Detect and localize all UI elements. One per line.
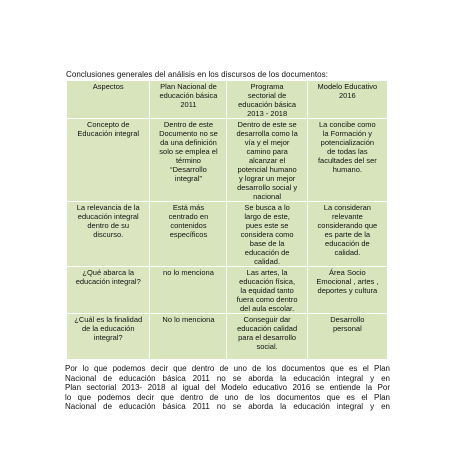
table-cell: ¿Qué abarca la educación integral? bbox=[67, 267, 150, 314]
conclusion-paragraph bbox=[65, 364, 390, 412]
table-cell: Área Socio Emocional , artes , deportes y cultura bbox=[307, 267, 387, 314]
table-caption: Conclusiones generales del análisis en los discursos de los documentos: bbox=[66, 70, 328, 79]
table-cell: La relevancia de la educación integral dentro de su discurso. bbox=[67, 202, 150, 267]
table-cell: Dentro de este se desarrolla como la vía y el mejor camino para alcanzar el potencial humano y lograr un mejor desarrollo social y nacional bbox=[227, 119, 307, 202]
table-row bbox=[67, 202, 388, 267]
table-cell: Está más centrado en contenidos específicos bbox=[150, 202, 227, 267]
table-cell: Dentro de este Documento no se da una definición solo se emplea el término “Desarrollo integral” bbox=[150, 119, 227, 202]
header-plan-nacional: Plan Nacional de educación básica 2011 bbox=[150, 81, 227, 119]
table-cell: Desarrollo personal bbox=[307, 314, 387, 360]
table-row bbox=[67, 314, 388, 360]
table-row bbox=[67, 267, 388, 314]
table-cell: ¿Cuál es la finalidad de la educación integral? bbox=[67, 314, 150, 360]
comparison-table bbox=[66, 80, 388, 360]
table-cell: no lo menciona bbox=[150, 267, 227, 314]
header-modelo-educativo: Modelo Educativo 2016 bbox=[307, 81, 387, 119]
table-cell: No lo menciona bbox=[150, 314, 227, 360]
table-cell: Se busca a lo largo de este, pues este se considera como base de la educación de calidad. bbox=[227, 202, 307, 267]
paragraph-line: Nacional de educación básica 2011 no se aborda la educación integral y en bbox=[65, 373, 390, 383]
table-cell: Concepto de Educación integral bbox=[67, 119, 150, 202]
table-cell: La concibe como la Formación y potencialización de todas las facultades del ser humano. bbox=[307, 119, 387, 202]
table-header-row bbox=[67, 81, 388, 119]
table-row bbox=[67, 119, 388, 202]
header-aspectos: Aspectos bbox=[67, 81, 150, 119]
paragraph-line: lo que podemos decir que dentro de uno de los documentos que es el Plan bbox=[65, 392, 390, 402]
paragraph-line: Nacional de educación básica 2011 no se aborda la educación integral y en bbox=[65, 402, 390, 412]
table-cell: Las artes, la educación física, la equidad tanto fuera como dentro del aula escolar. bbox=[227, 267, 307, 314]
table-cell: La consideran relevante considerando que es parte de la educación de calidad. bbox=[307, 202, 387, 267]
table-cell: Conseguir dar educación calidad para el desarrollo social. bbox=[227, 314, 307, 360]
paragraph-line: Por lo que podemos decir que dentro de uno de los documentos que es el Plan bbox=[65, 364, 390, 373]
header-programa-sectorial: Programa sectorial de educación básica 2013 - 2018 bbox=[227, 81, 307, 119]
paragraph-line: Plan sectorial 2013- 2018 al igual del Modelo educativo 2016 se entiende la Por bbox=[65, 383, 390, 393]
